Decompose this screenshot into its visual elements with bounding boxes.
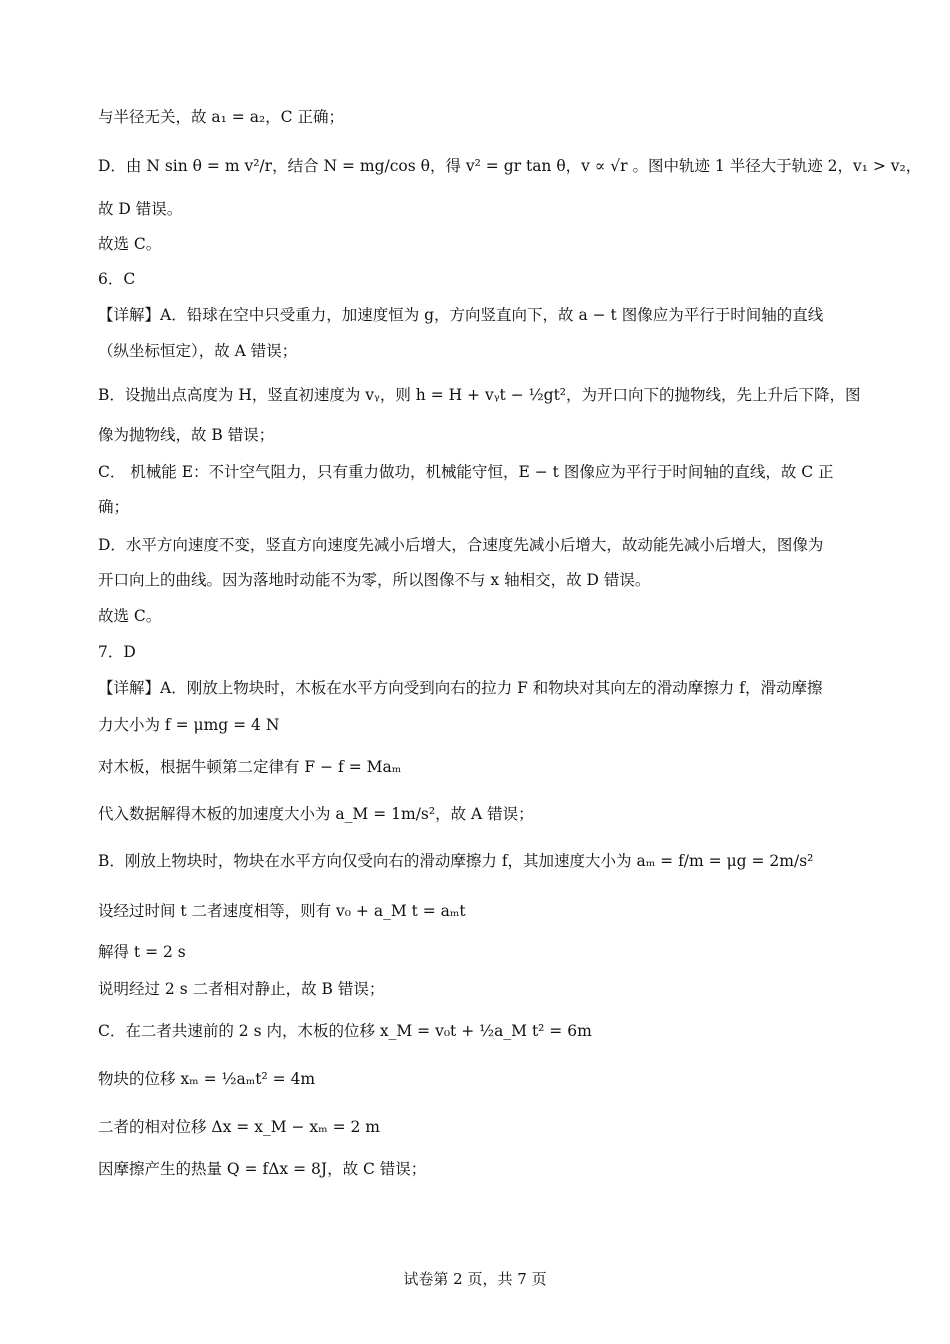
text-line: 确；: [98, 498, 130, 516]
text-line: 【详解】A．铅球在空中只受重力，加速度恒为 g，方向竖直向下，故 a − t 图像应为平行于时间轴的直线: [98, 306, 824, 324]
text-line: 【详解】A．刚放上物块时，木板在水平方向受到向右的拉力 F 和物块对其向左的滑动摩擦力 f，滑动摩擦: [98, 679, 823, 697]
text-line: C． 机械能 E：不计空气阻力，只有重力做功，机械能守恒，E − t 图像应为平行于时间轴的直线，故 C 正: [98, 463, 834, 481]
text-line: 与半径无关，故 a₁ = a₂，C 正确；: [98, 108, 344, 126]
page-footer: 试卷第 2 页，共 7 页: [403, 1270, 547, 1288]
text-line: 因摩擦产生的热量 Q = fΔx = 8J，故 C 错误；: [98, 1160, 427, 1178]
text-line: 开口向上的曲线。因为落地时动能不为零，所以图像不与 x 轴相交，故 D 错误。: [98, 571, 651, 589]
text-line: 二者的相对位移 Δx = x_M − xₘ = 2 m: [98, 1118, 380, 1136]
question-number: 7．D: [98, 643, 136, 661]
text-line: 像为抛物线，故 B 错误；: [98, 426, 275, 444]
question-number: 6．C: [98, 270, 136, 288]
text-line: 故选 C。: [98, 235, 162, 253]
text-line: 故选 C。: [98, 607, 162, 625]
text-line: 物块的位移 xₘ = ½aₘt² = 4m: [98, 1070, 316, 1088]
text-line: （纵坐标恒定），故 A 错误；: [98, 342, 298, 360]
text-line: B．设抛出点高度为 H，竖直初速度为 vᵧ，则 h = H + vᵧt − ½gt²，为开口向下的抛物线，先上升后下降，图: [98, 386, 861, 404]
text-line: 力大小为 f = μmg = 4 N: [98, 716, 280, 734]
text-line: 对木板，根据牛顿第二定律有 F − f = Maₘ: [98, 758, 402, 776]
text-line: B．刚放上物块时，物块在水平方向仅受向右的滑动摩擦力 f，其加速度大小为 aₘ = f/m = μg = 2m/s²: [98, 852, 814, 870]
text-line: C．在二者共速前的 2 s 内，木板的位移 x_M = v₀t + ½a_M t² = 6m: [98, 1022, 592, 1040]
text-line: 故 D 错误。: [98, 200, 183, 218]
text-line: 设经过时间 t 二者速度相等，则有 v₀ + a_M t = aₘt: [98, 902, 466, 920]
text-line: 代入数据解得木板的加速度大小为 a_M = 1m/s²，故 A 错误；: [98, 805, 534, 823]
text-line: 说明经过 2 s 二者相对静止，故 B 错误；: [98, 980, 385, 998]
text-line: 解得 t = 2 s: [98, 943, 186, 961]
text-line: D．水平方向速度不变，竖直方向速度先减小后增大，合速度先减小后增大，故动能先减小后增大，图像为: [98, 536, 824, 554]
text-line: D．由 N sin θ = m v²/r，结合 N = mg/cos θ，得 v² = gr tan θ，v ∝ √r 。图中轨迹 1 半径大于轨迹 2，v₁ > v₂，: [98, 157, 922, 175]
